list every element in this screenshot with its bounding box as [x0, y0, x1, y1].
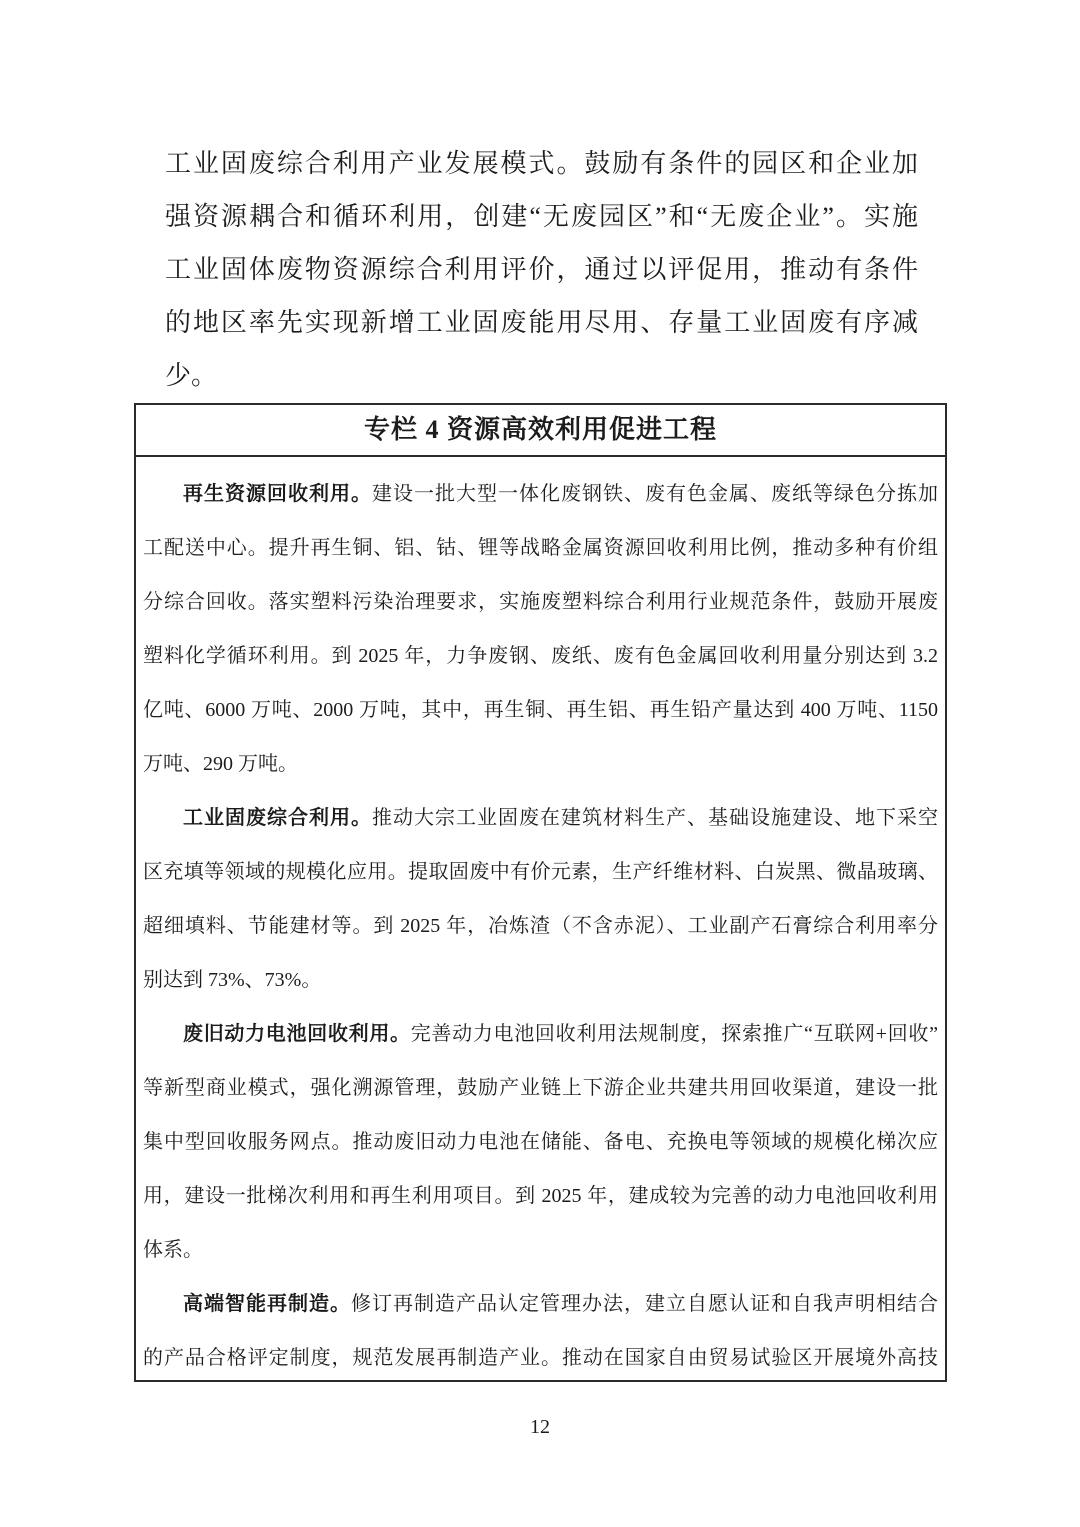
- text-line: 工业固废综合利用产业发展模式。鼓励有条件的园区和企业加: [165, 149, 918, 178]
- text-line: 亿吨、6000 万吨、2000 万吨，其中，再生铜、再生铝、再生铅产量达到 400 万吨、1150: [143, 699, 938, 721]
- text-line: 体系。: [143, 1239, 203, 1261]
- text-line: 集中型回收服务网点。推动废旧动力电池在储能、备电、充换电等领域的规模化梯次应: [143, 1131, 938, 1153]
- intro-paragraph: [165, 137, 918, 402]
- text-line: 万吨、290 万吨。: [143, 753, 298, 775]
- text-line: 的产品合格评定制度，规范发展再制造产业。推动在国家自由贸易试验区开展境外高技: [143, 1347, 938, 1369]
- text-line: 强资源耦合和循环利用，创建“无废园区”和“无废企业”。实施: [165, 202, 918, 231]
- text-line: 废旧动力电池回收利用。完善动力电池回收利用法规制度，探索推广“互联网+回收”: [183, 1023, 938, 1045]
- page-number: 12: [530, 1416, 550, 1438]
- text-line: 超细填料、节能建材等。到 2025 年，冶炼渣（不含赤泥）、工业副产石膏综合利用率分: [143, 915, 938, 937]
- text-line: 工业固体废物资源综合利用评价，通过以评促用，推动有条件: [165, 255, 918, 284]
- paragraph-lead: 废旧动力电池回收利用。: [183, 1023, 411, 1045]
- text-line: 等新型商业模式，强化溯源管理，鼓励产业链上下游企业共建共用回收渠道，建设一批: [143, 1077, 938, 1099]
- text-line: 用，建设一批梯次利用和再生利用项目。到 2025 年，建成较为完善的动力电池回收利用: [143, 1185, 938, 1207]
- text-line: 别达到 73%、73%。: [143, 969, 322, 991]
- paragraph-lead: 工业固废综合利用。: [183, 807, 372, 829]
- feature-box: [134, 403, 947, 1382]
- text-line: 工业固废综合利用。推动大宗工业固废在建筑材料生产、基础设施建设、地下采空: [183, 807, 938, 829]
- box-body: [136, 457, 945, 1382]
- paragraph-lead: 再生资源回收利用。: [183, 483, 372, 505]
- text-line: 少。: [165, 361, 218, 390]
- paragraph-lead: 高端智能再制造。: [183, 1293, 351, 1315]
- text-line: 工配送中心。提升再生铜、铝、钴、锂等战略金属资源回收利用比例，推动多种有价组: [143, 537, 938, 559]
- text-line: 高端智能再制造。修订再制造产品认定管理办法，建立自愿认证和自我声明相结合: [183, 1293, 938, 1315]
- box-title: 专栏 4 资源高效利用促进工程: [136, 405, 945, 457]
- text-line: 再生资源回收利用。建设一批大型一体化废钢铁、废有色金属、废纸等绿色分拣加: [183, 483, 938, 505]
- text-line: 分综合回收。落实塑料污染治理要求，实施废塑料综合利用行业规范条件，鼓励开展废: [143, 591, 938, 613]
- text-line: 的地区率先实现新增工业固废能用尽用、存量工业固废有序减: [165, 308, 918, 337]
- text-line: 塑料化学循环利用。到 2025 年，力争废钢、废纸、废有色金属回收利用量分别达到 3.2: [143, 645, 938, 667]
- text-line: 区充填等领域的规模化应用。提取固废中有价元素，生产纤维材料、白炭黑、微晶玻璃、: [143, 861, 938, 883]
